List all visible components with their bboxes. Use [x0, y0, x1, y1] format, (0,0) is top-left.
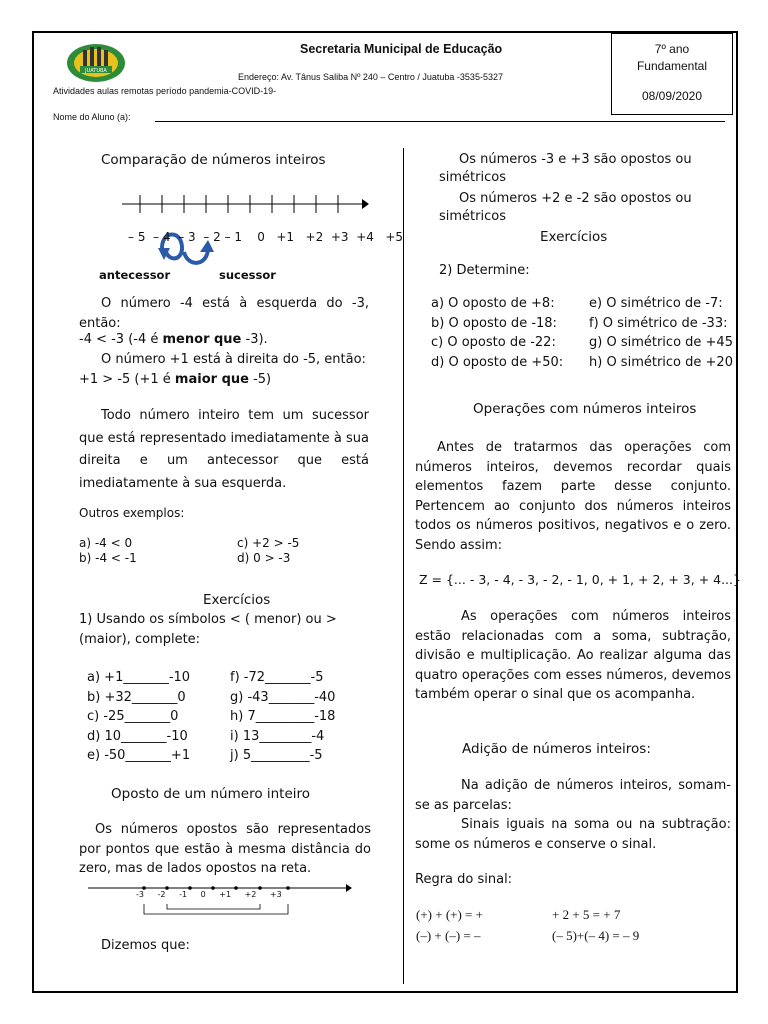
worksheet-date: 08/09/2020	[641, 89, 703, 103]
tick-label: -3	[136, 890, 144, 899]
logo-text: JUATUBA	[85, 68, 107, 74]
exercise-1-item[interactable]: b) +32_______0	[87, 689, 186, 705]
municipal-logo	[66, 42, 126, 84]
comparison-text-2: O número +1 está à direita do -5, então:	[101, 352, 366, 367]
integer-set: Z = {... - 3, - 4, - 3, - 2, - 1, 0, + 1, + 2, + 3, + 4...}	[419, 572, 741, 587]
example-a: a) -4 < 0	[79, 536, 133, 550]
operations-title: Operações com números inteiros	[473, 401, 697, 417]
exercise-1-item[interactable]: g) -43_______-40	[230, 689, 336, 705]
opposite-title: Oposto de um número inteiro	[111, 786, 311, 802]
comparison-text-1: O número -4 está à esquerda do -3, então:	[79, 296, 369, 331]
tick-label: +4	[356, 230, 374, 244]
opposite-tick-labels	[136, 890, 282, 899]
example-b: b) -4 < -1	[79, 551, 137, 565]
operations-paragraph-2: As operações com números inteiros estão relacionadas com a soma, subtração, divisão e multiplicação. Ao realizar alguma das quatro operações com esses números, devemos também operar o sinal que os acompanha.	[415, 609, 731, 702]
exercise-2-left-items	[431, 294, 563, 372]
comparison-title: Comparação de números inteiros	[101, 152, 326, 168]
student-name-line[interactable]	[155, 121, 725, 122]
sign-rule-example-1: + 2 + 5 = + 7	[552, 907, 621, 922]
opposite-paragraph: Os números opostos são representados por pontos que estão à mesma distância do zero, mas de lados opostos na reta.	[79, 822, 371, 876]
sucessor-label: sucessor	[219, 268, 276, 282]
exercise-1-right-items	[230, 668, 335, 766]
sign-rule-example-2: (– 5)+(– 4) = – 9	[552, 928, 640, 943]
addition-title: Adição de números inteiros:	[462, 741, 651, 757]
tick-label: +3	[269, 890, 282, 899]
operations-paragraph: Antes de tratarmos das operações com números inteiros, devemos recordar quais elementos fazem parte desse conjunto. Pertencem ao conjunto dos números inteiros todos os números positivos, negativos e o zero. Sendo assim:	[415, 440, 731, 553]
exercise-1-item[interactable]: i) 13________-4	[230, 728, 325, 744]
numberline-tick-labels	[128, 230, 403, 244]
exercise-2-item[interactable]: a) O oposto de +8:	[431, 296, 555, 311]
exercise-2-item[interactable]: c) O oposto de -22:	[431, 335, 556, 350]
exercise-1-item[interactable]: c) -25_______0	[87, 709, 179, 724]
header-subtitle: Atividades aulas remotas período pandemia-COVID-19-	[53, 86, 277, 96]
tick-label: – 4	[153, 230, 171, 244]
tick-label: +5	[385, 230, 404, 244]
exercise-2-item[interactable]: h) O simétrico de +20	[589, 354, 733, 370]
tick-label: +3	[330, 230, 349, 244]
other-examples-label: Outros exemplos:	[79, 506, 185, 520]
column-divider	[403, 148, 404, 984]
student-name-label: Nome do Aluno (a):	[53, 112, 131, 122]
addition-paragraph: Na adição de números inteiros, somam-se as parcelas:	[415, 778, 731, 813]
grade-level: Fundamental	[636, 59, 708, 73]
sign-rule-title: Regra do sinal:	[415, 872, 513, 887]
exercise-1-instructions: 1) Usando os símbolos < ( menor) ou > (maior), complete:	[79, 612, 337, 647]
opposite-number-line	[84, 880, 354, 924]
tick-label: – 3	[178, 230, 196, 244]
tick-label: +2	[305, 230, 324, 244]
exercise-1-item[interactable]: j) 5_________-5	[230, 748, 323, 763]
opposites-line-2: Os números +2 e -2 são opostos ou	[459, 191, 692, 206]
tick-label: – 2	[203, 230, 221, 244]
exercise-1-item[interactable]: e) -50_______+1	[87, 748, 191, 763]
successor-paragraph: Todo número inteiro tem um sucessor que está representado imediatamente à sua direita e um antecessor que está imediatamente à sua esquerda.	[79, 408, 369, 491]
sign-rule-1: (+) + (+) = +	[416, 907, 483, 922]
tick-label: -2	[157, 890, 166, 899]
tick-label: +2	[244, 890, 257, 899]
exercise-1-item[interactable]: d) 10_______-10	[87, 728, 188, 744]
tick-label: 0	[257, 230, 265, 244]
exercise-2-item[interactable]: g) O simétrico de +45	[589, 335, 733, 350]
exercise-2-item[interactable]: e) O simétrico de -7:	[589, 296, 723, 311]
signs-paragraph: Sinais iguais na soma ou na subtração: some os números e conserve o sinal.	[415, 817, 731, 852]
exercise-1-item[interactable]: a) +1_______-10	[87, 670, 191, 685]
header-address: Endereço: Av. Tânus Saliba Nº 240 – Centro / Juatuba -3535-5327	[238, 72, 503, 82]
example-c: c) +2 > -5	[237, 536, 300, 550]
tick-label: 0	[200, 890, 206, 899]
exercise-1-item[interactable]: h) 7_________-18	[230, 709, 336, 724]
comparison-example-2: +1 > -5 (+1 é maior que -5)	[79, 372, 272, 387]
exercise-2-item[interactable]: d) O oposto de +50:	[431, 354, 564, 370]
tick-label: +1	[219, 890, 232, 899]
comparison-example-1: -4 < -3 (-4 é menor que -3).	[79, 332, 268, 347]
tick-label: -1	[179, 890, 188, 899]
tick-label: – 1	[224, 230, 243, 244]
opposites-line-1b: simétricos	[439, 170, 506, 185]
exercise-2-right-items	[589, 294, 733, 372]
exercises-title-left: Exercícios	[203, 592, 271, 608]
grade-year: 7º ano	[654, 42, 690, 56]
tick-label: – 5	[128, 230, 146, 244]
sign-rule-2: (–) + (–) = –	[416, 928, 481, 943]
example-d: d) 0 > -3	[237, 551, 291, 565]
opposites-line-2b: simétricos	[439, 209, 506, 224]
antecessor-label: antecessor	[99, 268, 171, 282]
exercise-1-item[interactable]: f) -72_______-5	[230, 670, 324, 685]
exercise-2-item[interactable]: f) O simétrico de -33:	[589, 315, 728, 331]
grade-box	[611, 33, 733, 115]
exercise-1-left-items	[87, 668, 190, 766]
exercises-title-right: Exercícios	[540, 229, 608, 245]
exercise-2-item[interactable]: b) O oposto de -18:	[431, 315, 557, 331]
dizemos-label: Dizemos que:	[101, 938, 190, 953]
tick-label: +1	[276, 230, 295, 244]
exercise-2-instructions: 2) Determine:	[439, 263, 530, 278]
header-title: Secretaria Municipal de Educação	[300, 42, 503, 56]
opposites-line-1: Os números -3 e +3 são opostos ou	[459, 152, 692, 167]
